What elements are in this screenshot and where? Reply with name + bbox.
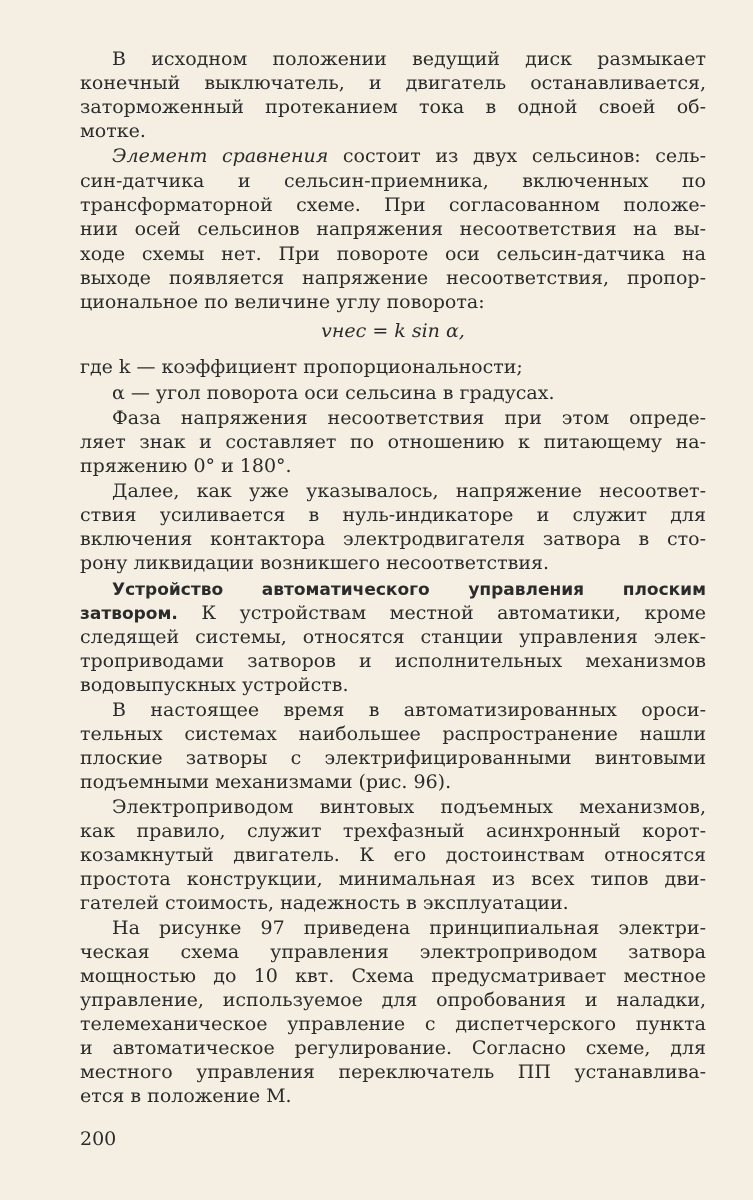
text-line: ходе схемы нет. При повороте оси сельсин-датчика на (80, 243, 706, 265)
text-line: нии осей сельсинов напряжения несоответствия на вы- (80, 218, 706, 240)
text-line: мотке. (80, 120, 146, 142)
text-line: Далее, как уже указывалось, напряжение несоответ- (112, 480, 706, 502)
text-line: телемеханическое управление с диспетчерского пункта (80, 1013, 706, 1035)
section-heading: Устройство автоматического управления плоским (112, 580, 706, 600)
text-line: гателей стоимость, надежность в эксплуатации. (80, 892, 569, 914)
text-line: трансформаторной схеме. При согласованном положе- (80, 194, 706, 216)
text-line: управление, используемое для опробования и наладки, (80, 989, 706, 1011)
text-line: плоские затворы с электрифицированными винтовыми (80, 747, 706, 769)
page-number: 200 (80, 1128, 117, 1150)
text-line: ческая схема управления электроприводом затвора (80, 941, 706, 963)
text-line: На рисунке 97 приведена принципиальная электри- (112, 917, 706, 939)
text-line: ется в положение М. (80, 1085, 292, 1107)
text-line: включения контактора электродвигателя затвора в сто- (80, 528, 706, 550)
text-line: рону ликвидации возникшего несоответствия. (80, 552, 550, 574)
text-line: Электроприводом винтовых подъемных механизмов, (112, 796, 706, 818)
text-line: циональное по величине углу поворота: (80, 291, 485, 313)
text-line: мощностью до 10 квт. Схема предусматривает местное (80, 965, 706, 987)
text-line: син-датчика и сельсин-приемника, включенных по (80, 170, 706, 192)
text-line: α — угол поворота оси сельсина в градусах. (112, 382, 555, 404)
text-line: простота конструкции, минимальная из всех типов дви- (80, 868, 706, 890)
text-line: ствия усиливается в нуль-индикаторе и служит для (80, 504, 706, 526)
text-line: В настоящее время в автоматизированных ороси- (112, 699, 706, 721)
text-line: где k — коэффициент пропорциональности; (80, 356, 523, 378)
text-line: и автоматическое регулирование. Согласно схеме, для (80, 1037, 706, 1059)
text-line: троприводами затворов и исполнительных механизмов (80, 650, 706, 672)
text-line: как правило, служит трехфазный асинхронный корот- (80, 820, 706, 842)
text-line: ляет знак и составляет по отношению к питающему на- (80, 431, 706, 453)
section-heading: затвором. (80, 604, 178, 624)
text-line: водовыпускных устройств. (80, 674, 349, 696)
text-line: Фаза напряжения несоответствия при этом опреде- (112, 407, 706, 429)
text-line: козамкнутый двигатель. К его достоинствам относятся (80, 844, 706, 866)
formula: vнес = k sin α, (321, 320, 465, 342)
text-line: местного управления переключатель ПП устанавлива- (80, 1061, 706, 1083)
text-line: пряжению 0° и 180°. (80, 455, 292, 477)
text-line: следящей системы, относятся станции управления элек- (80, 626, 706, 648)
text-line: заторможенный протеканием тока в одной своей об- (80, 96, 706, 118)
text-line: тельных системах наибольшее распространение нашли (80, 723, 706, 745)
text-line: конечный выключатель, и двигатель останавливается, (80, 72, 706, 94)
run-in-heading: Элемент сравнения (112, 145, 329, 167)
text-line: Элемент сравнения состоит из двух сельсинов: сель- (112, 145, 706, 167)
text-line: затвором. К устройствам местной автоматики, кроме (80, 602, 706, 624)
text-line: В исходном положении ведущий диск размыкает (112, 48, 706, 70)
text-line: выходе появляется напряжение несоответствия, пропор- (80, 267, 706, 289)
text-line (112, 576, 706, 602)
text-line: подъемными механизмами (рис. 96). (80, 771, 452, 793)
